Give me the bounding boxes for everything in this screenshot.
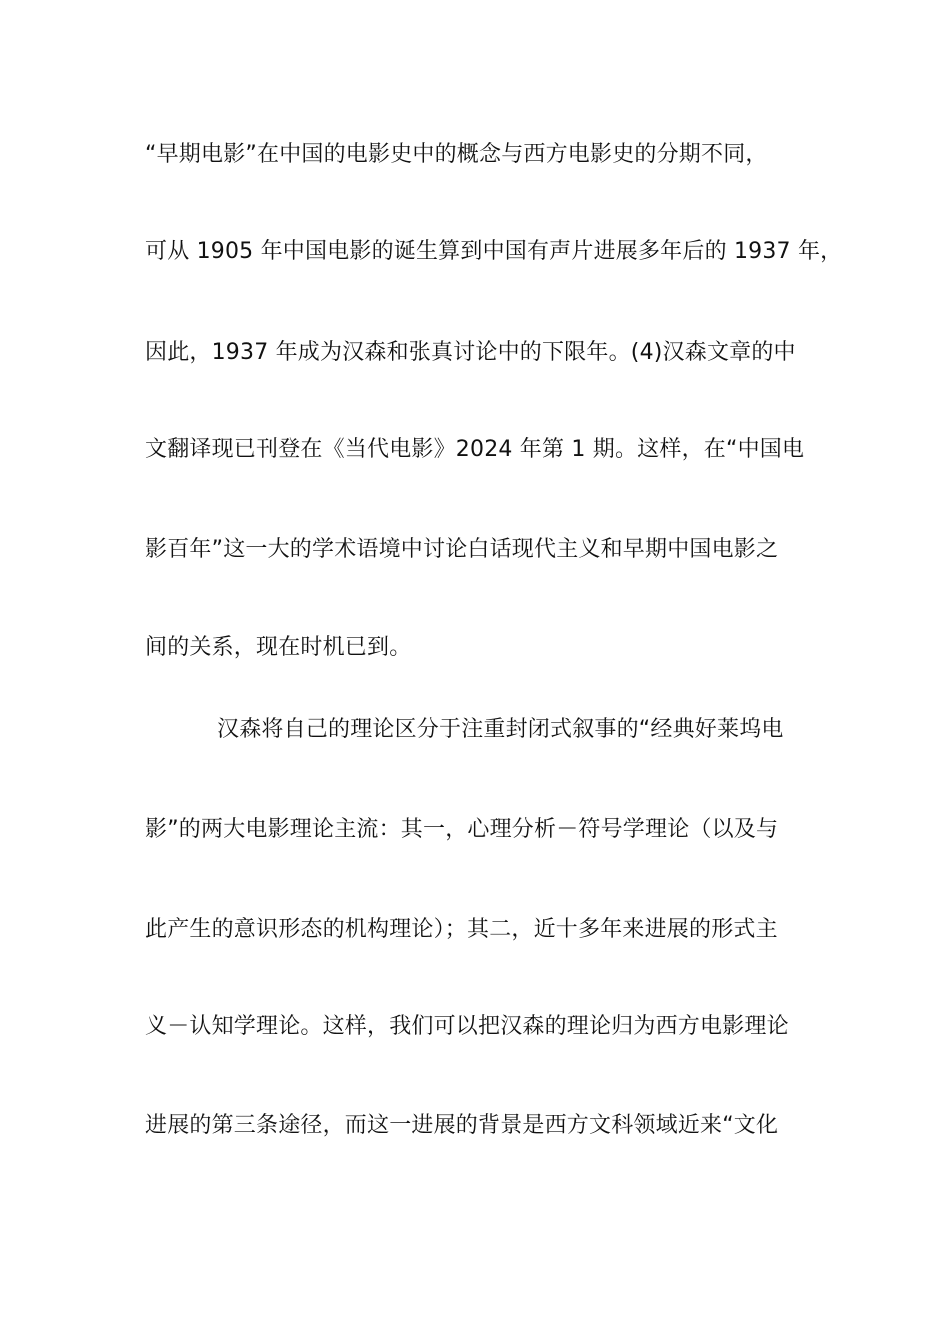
text-line: 因此，1937 年成为汉森和张真讨论中的下限年。(4)汉森文章的中: [145, 340, 796, 365]
text-line-indented: 汉森将自己的理论区分于注重封闭式叙事的“经典好莱坞电: [217, 717, 784, 742]
text-line: 义－认知学理论。这样，我们可以把汉森的理论归为西方电影理论: [145, 1014, 789, 1039]
text-line: 进展的第三条途径，而这一进展的背景是西方文科领域近来“文化: [145, 1113, 779, 1138]
text-line: 间的关系，现在时机已到。: [145, 635, 412, 660]
text-line: 影百年”这一大的学术语境中讨论白话现代主义和早期中国电影之: [145, 537, 779, 562]
text-line: 可从 1905 年中国电影的诞生算到中国有声片进展多年后的 1937 年，: [145, 239, 843, 264]
text-line: 影”的两大电影理论主流：其一，心理分析－符号学理论（以及与: [145, 817, 779, 842]
text-line: 文翻译现已刊登在《当代电影》2024 年第 1 期。这样，在“中国电: [145, 437, 805, 462]
text-line: 此产生的意识形态的机构理论）；其二，近十多年来进展的形式主: [145, 917, 778, 942]
text-line: “早期电影”在中国的电影史中的概念与西方电影史的分期不同，: [145, 142, 768, 167]
